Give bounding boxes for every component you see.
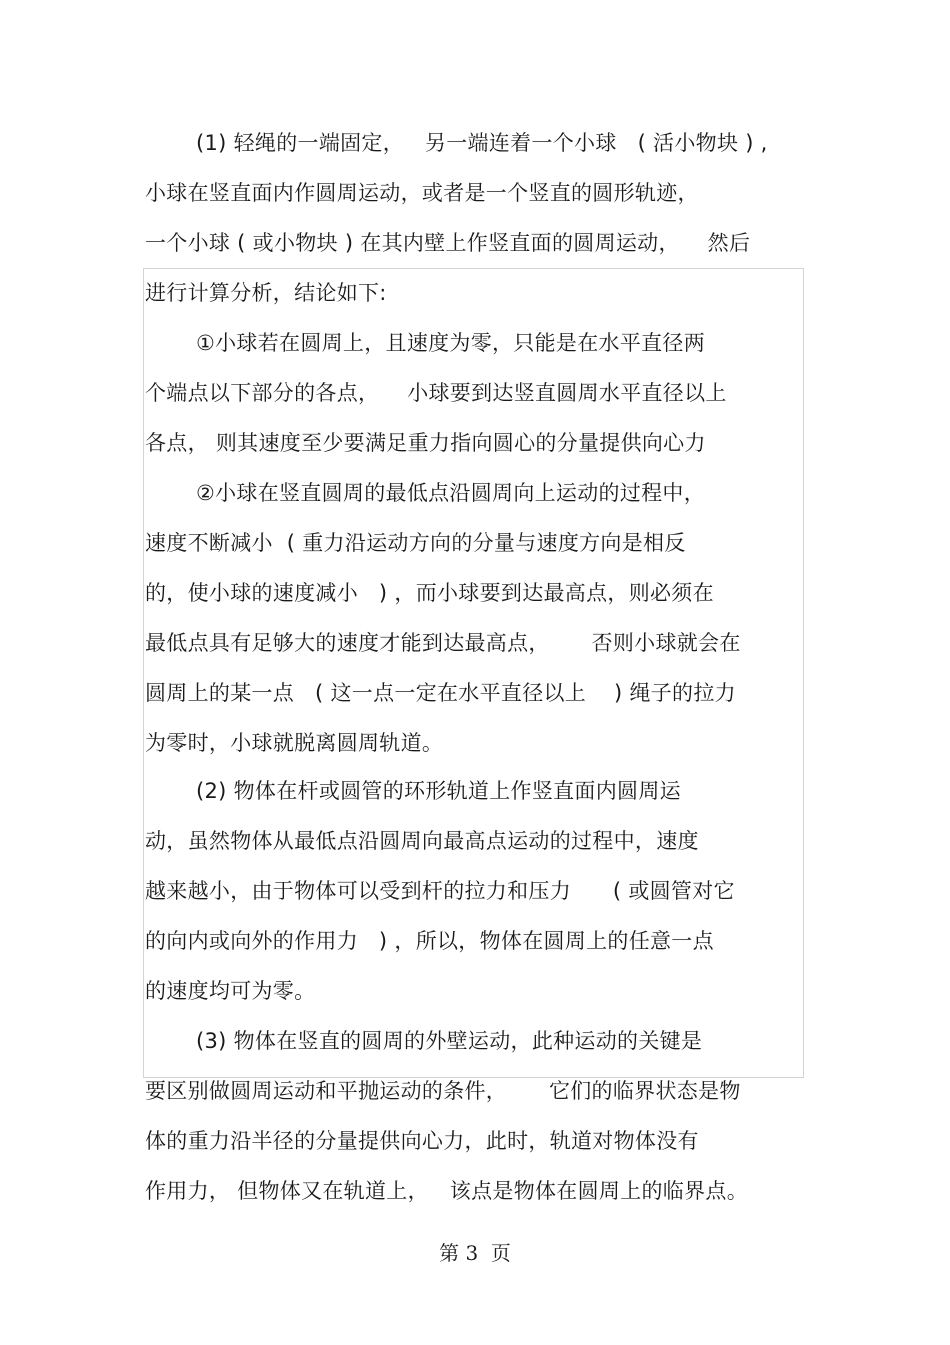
text-line: 的速度均可为零。 — [145, 979, 316, 1003]
text-line: (2) 物体在杆或圆管的环形轨道上作竖直面内圆周运 — [196, 779, 681, 803]
text-line: 进行计算分析，结论如下: — [145, 281, 387, 305]
text-line: 的向内或向外的作用力 ) ，所以，物体在圆周上的任意一点 — [145, 929, 714, 953]
text-line: 一个小球 ( 或小物块 ) 在其内壁上作竖直面的圆周运动， 然后 — [145, 231, 751, 255]
text-line: (3) 物体在竖直的圆周的外壁运动，此种运动的关键是 — [196, 1029, 703, 1053]
text-line: 圆周上的某一点 ( 这一点一定在水平直径以上 ) 绳子的拉力 — [145, 681, 736, 705]
text-line: 小球在竖直面内作圆周运动，或者是一个竖直的圆形轨迹， — [145, 181, 699, 205]
text-line: ②小球在竖直圆周的最低点沿圆周向上运动的过程中， — [196, 481, 706, 505]
text-line: 个端点以下部分的各点， 小球要到达竖直圆周水平直径以上 — [145, 381, 727, 405]
text-line: 速度不断减小 ( 重力沿运动方向的分量与速度方向是相反 — [145, 531, 686, 555]
text-line: 越来越小，由于物体可以受到杆的拉力和压力 ( 或圆管对它 — [145, 879, 735, 903]
text-line: ①小球若在圆周上，且速度为零，只能是在水平直径两 — [196, 331, 706, 355]
text-line: 体的重力沿半径的分量提供向心力，此时，轨道对物体没有 — [145, 1129, 699, 1153]
text-line: 为零时，小球就脱离圆周轨道。 — [145, 731, 444, 755]
text-line: 要区别做圆周运动和平抛运动的条件， 它们的临界状态是物 — [145, 1079, 741, 1103]
text-line: 动，虽然物体从最低点沿圆周向最高点运动的过程中，速度 — [145, 829, 699, 853]
text-line: 各点， 则其速度至少要满足重力指向圆心的分量提供向心力 — [145, 431, 706, 455]
text-line: 作用力， 但物体又在轨道上， 该点是物体在圆周上的临界点。 — [145, 1179, 748, 1203]
text-line: (1) 轻绳的一端固定， 另一端连着一个小球 ( 活小物块 ) , — [196, 131, 768, 155]
text-line: 的，使小球的速度减小 ) ，而小球要到达最高点，则必须在 — [145, 581, 714, 605]
page-number: 第 3 页 — [439, 1241, 511, 1265]
text-line: 最低点具有足够大的速度才能到达最高点， 否则小球就会在 — [145, 631, 741, 655]
